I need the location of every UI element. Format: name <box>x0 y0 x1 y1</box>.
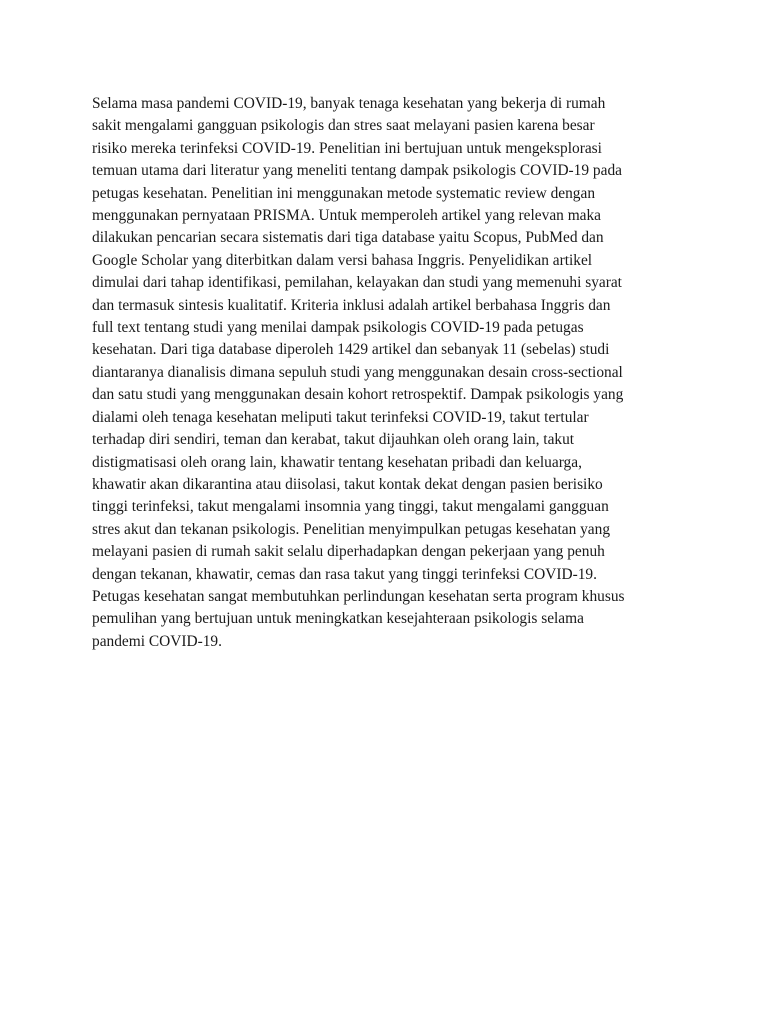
text-line: Petugas kesehatan sangat membutuhkan perlindungan kesehatan serta program khusus <box>92 587 625 605</box>
text-line: melayani pasien di rumah sakit selalu diperhadapkan dengan pekerjaan yang penuh <box>92 543 605 561</box>
text-line: menggunakan pernyataan PRISMA. Untuk memperoleh artikel yang relevan maka <box>92 207 602 225</box>
text-line: dengan tekanan, khawatir, cemas dan rasa takut yang tinggi terinfeksi COVID-19. <box>92 565 597 583</box>
text-line: pandemi COVID-19. <box>92 632 222 650</box>
text-line: tinggi terinfeksi, takut mengalami insomnia yang tinggi, takut mengalami gangguan <box>92 498 609 516</box>
text-line: stres akut dan tekanan psikologis. Penelitian menyimpulkan petugas kesehatan yang <box>92 520 611 538</box>
text-line: risiko mereka terinfeksi COVID-19. Penelitian ini bertujuan untuk mengeksplorasi <box>92 139 602 157</box>
text-line: kesehatan. Dari tiga database diperoleh 1429 artikel dan sebanyak 11 (sebelas) studi <box>92 341 610 359</box>
text-line: dan satu studi yang menggunakan desain kohort retrospektif. Dampak psikologis yang <box>92 386 624 404</box>
text-line: dan termasuk sintesis kualitatif. Kriteria inklusi adalah artikel berbahasa Inggris dan <box>92 296 611 314</box>
text-line: sakit mengalami gangguan psikologis dan stres saat melayani pasien karena besar <box>92 117 595 135</box>
text-line: full text tentang studi yang menilai dampak psikologis COVID-19 pada petugas <box>92 319 584 337</box>
text-line: khawatir akan dikarantina atau diisolasi, takut kontak dekat dengan pasien berisiko <box>92 475 603 493</box>
text-line: Selama masa pandemi COVID-19, banyak tenaga kesehatan yang bekerja di rumah <box>92 95 606 112</box>
text-line: distigmatisasi oleh orang lain, khawatir tentang kesehatan pribadi dan keluarga, <box>92 453 582 471</box>
text-line: dialami oleh tenaga kesehatan meliputi takut terinfeksi COVID-19, takut tertular <box>92 408 589 426</box>
text-line: dimulai dari tahap identifikasi, pemilahan, kelayakan dan studi yang memenuhi syarat <box>92 274 622 292</box>
text-line: Google Scholar yang diterbitkan dalam versi bahasa Inggris. Penyelidikan artikel <box>92 251 593 269</box>
text-line: pemulihan yang bertujuan untuk meningkatkan kesejahteraan psikologis selama <box>92 610 584 628</box>
text-line: dilakukan pencarian secara sistematis dari tiga database yaitu Scopus, PubMed dan <box>92 229 604 247</box>
text-line: petugas kesehatan. Penelitian ini menggunakan metode systematic review dengan <box>92 184 596 202</box>
abstract-paragraph <box>92 93 692 653</box>
text-line: diantaranya dianalisis dimana sepuluh studi yang menggunakan desain cross-sectional <box>92 363 623 381</box>
text-line: temuan utama dari literatur yang meneliti tentang dampak psikologis COVID-19 pada <box>92 162 622 180</box>
text-line: terhadap diri sendiri, teman dan kerabat, takut dijauhkan oleh orang lain, takut <box>92 431 575 449</box>
